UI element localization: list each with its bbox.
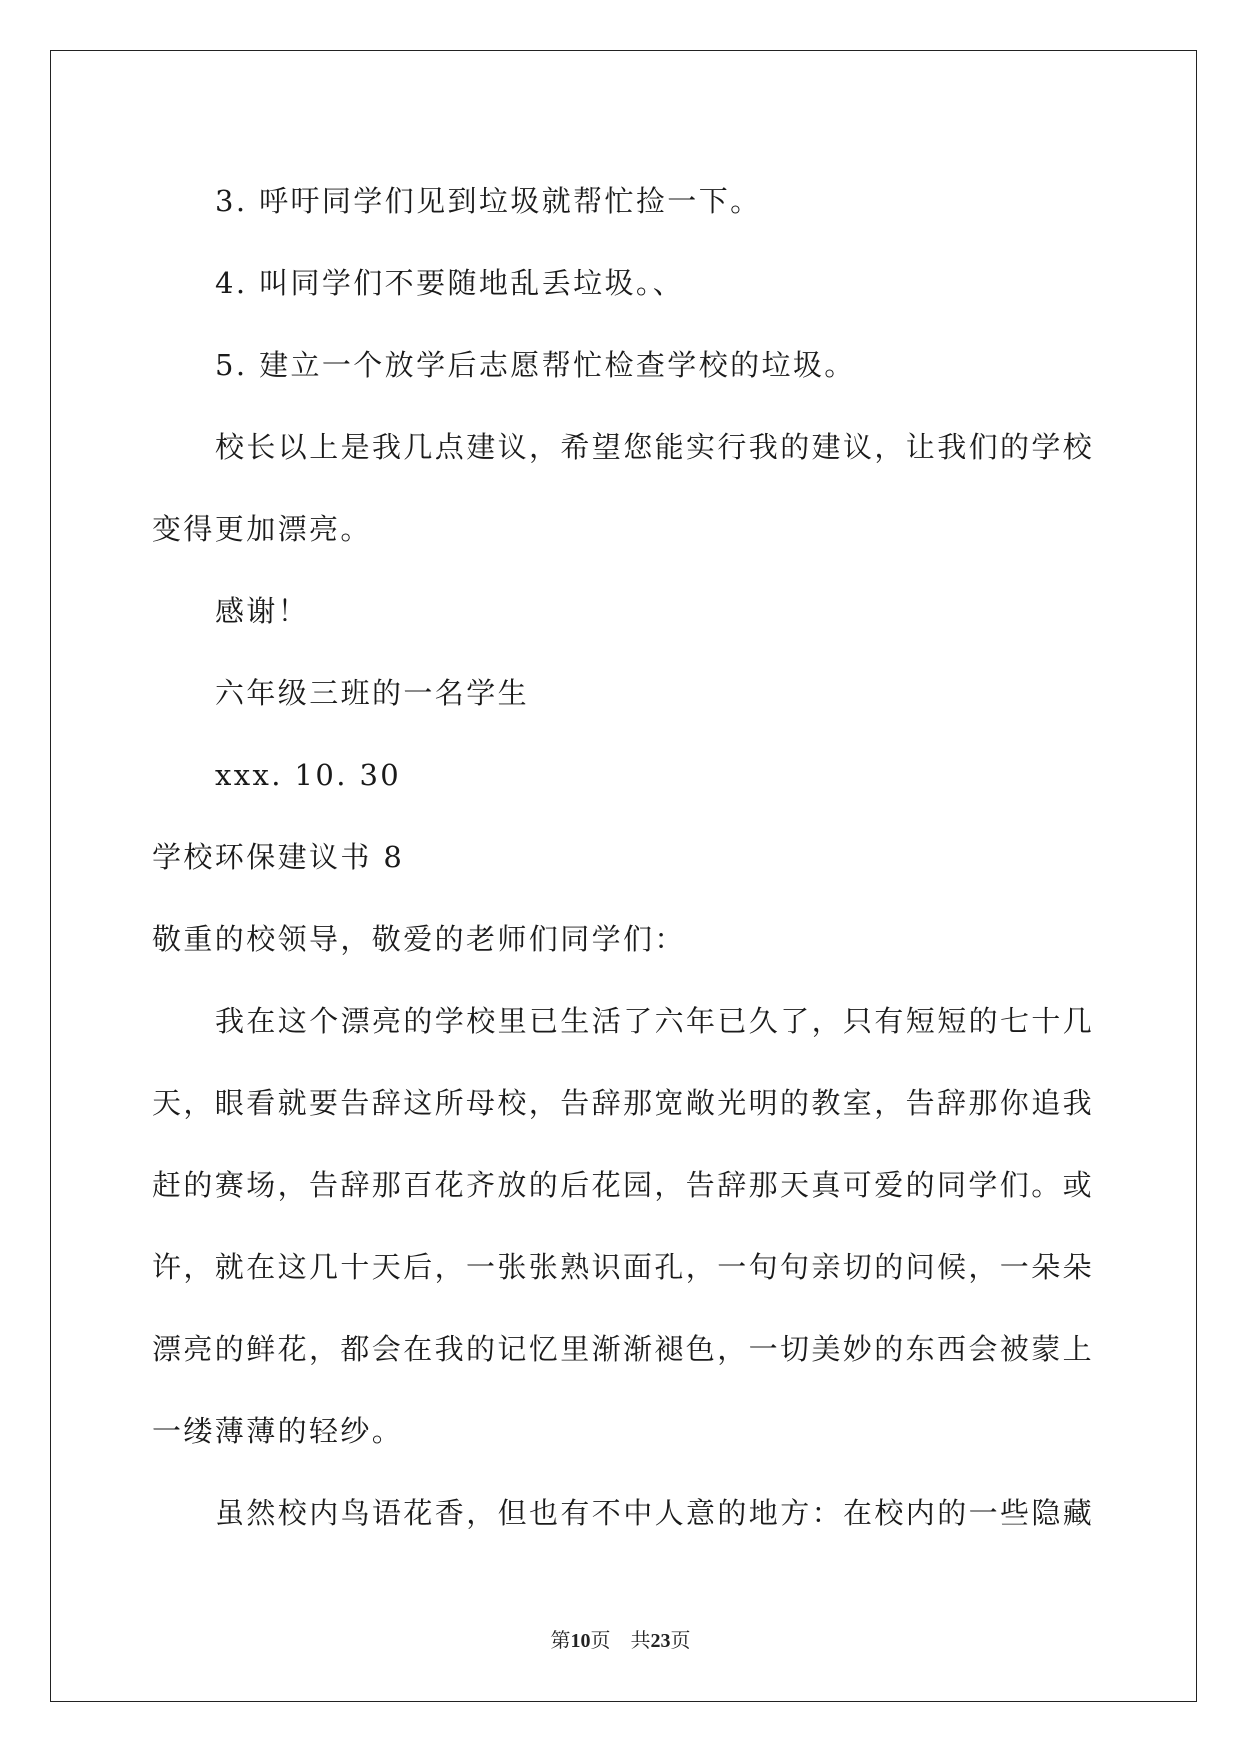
section-title: 学校环保建议书 8 xyxy=(152,840,405,874)
footer-suffix: 页 xyxy=(670,1628,691,1652)
list-item-3: 3. 呼吁同学们见到垃圾就帮忙捡一下。 xyxy=(215,184,762,218)
salutation-line: 敬重的校领导，敬爱的老师们同学们： xyxy=(152,922,686,956)
paragraph-line: 赶的赛场，告辞那百花齐放的后花园，告辞那天真可爱的同学们。或 xyxy=(152,1168,1095,1202)
paragraph-line: 一缕薄薄的轻纱。 xyxy=(152,1414,404,1448)
paragraph-line: 虽然校内鸟语花香，但也有不中人意的地方：在校内的一些隐藏 xyxy=(215,1496,1095,1530)
total-page-number: 23 xyxy=(650,1630,671,1652)
footer-middle: 页 共 xyxy=(590,1628,651,1652)
footer-prefix: 第 xyxy=(550,1628,571,1652)
paragraph-line: 我在这个漂亮的学校里已生活了六年已久了，只有短短的七十几 xyxy=(215,1004,1095,1038)
paragraph-line: 天，眼看就要告辞这所母校，告辞那宽敞光明的教室，告辞那你追我 xyxy=(152,1086,1095,1120)
thanks-line: 感谢！ xyxy=(215,594,310,628)
paragraph-line: 变得更加漂亮。 xyxy=(152,512,372,546)
paragraph-line: 校长以上是我几点建议，希望您能实行我的建议，让我们的学校 xyxy=(215,430,1095,464)
page-footer xyxy=(0,1624,1241,1653)
list-item-4: 4. 叫同学们不要随地乱丢垃圾。、 xyxy=(215,266,685,300)
date-line: xxx. 10. 30 xyxy=(215,758,402,792)
signature-line: 六年级三班的一名学生 xyxy=(215,676,530,710)
paragraph-line: 许，就在这几十天后，一张张熟识面孔，一句句亲切的问候，一朵朵 xyxy=(152,1250,1095,1284)
paragraph-line: 漂亮的鲜花，都会在我的记忆里渐渐褪色，一切美妙的东西会被蒙上 xyxy=(152,1332,1095,1366)
document-body xyxy=(152,160,1095,1554)
list-item-5: 5. 建立一个放学后志愿帮忙检查学校的垃圾。 xyxy=(215,348,856,382)
current-page-number: 10 xyxy=(570,1630,591,1652)
